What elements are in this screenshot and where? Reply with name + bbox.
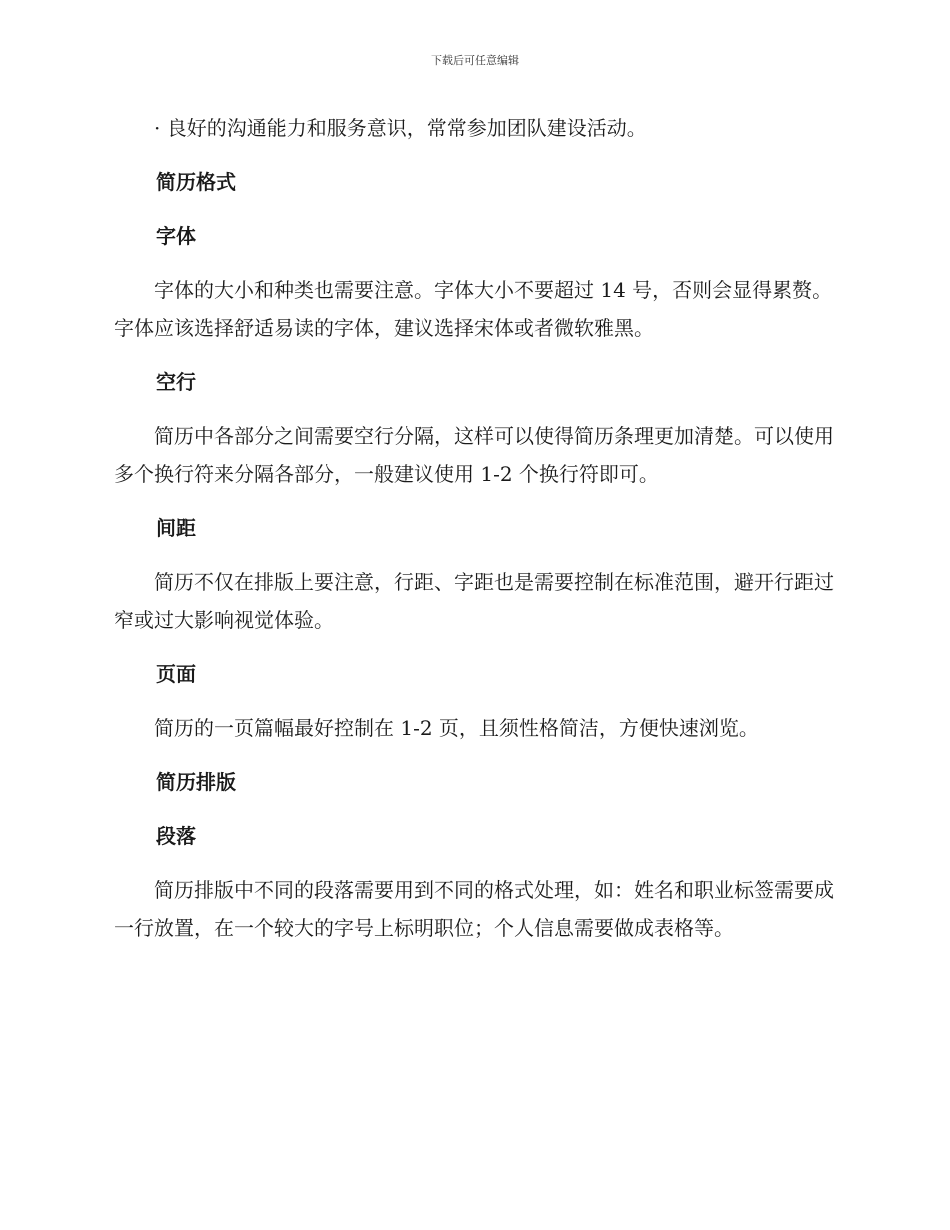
- document-body: [114, 109, 844, 947]
- section-heading-format: 简历格式: [156, 170, 236, 194]
- paragraph-blank-line: 简历中各部分之间需要空行分隔，这样可以使得简历条理更加清楚。可以使用多个换行符来分隔各部分，一般建议使用 1-2 个换行符即可。: [114, 424, 834, 486]
- paragraph-paragraph: 简历排版中不同的段落需要用到不同的格式处理，如：姓名和职业标签需要成一行放置，在一个较大的字号上标明职位；个人信息需要做成表格等。: [114, 878, 834, 940]
- bullet-item: · 良好的沟通能力和服务意识，常常参加团队建设活动。: [154, 116, 647, 140]
- subheading-page: 页面: [156, 662, 196, 686]
- paragraph-page: 简历的一页篇幅最好控制在 1-2 页，且须性格简洁，方便快速浏览。: [154, 716, 759, 740]
- subheading-spacing: 间距: [156, 516, 196, 540]
- paragraph-font: 字体的大小和种类也需要注意。字体大小不要超过 14 号，否则会显得累赘。字体应该选择舒适易读的字体，建议选择宋体或者微软雅黑。: [114, 278, 833, 340]
- subheading-font: 字体: [156, 224, 196, 248]
- paragraph-spacing: 简历不仅在排版上要注意，行距、字距也是需要控制在标准范围，避开行距过窄或过大影响视觉体验。: [114, 570, 834, 632]
- section-heading-layout: 简历排版: [156, 770, 236, 794]
- subheading-paragraph: 段落: [156, 824, 196, 848]
- page-header: 下载后可任意编辑: [431, 54, 519, 67]
- subheading-blank-line: 空行: [156, 370, 196, 394]
